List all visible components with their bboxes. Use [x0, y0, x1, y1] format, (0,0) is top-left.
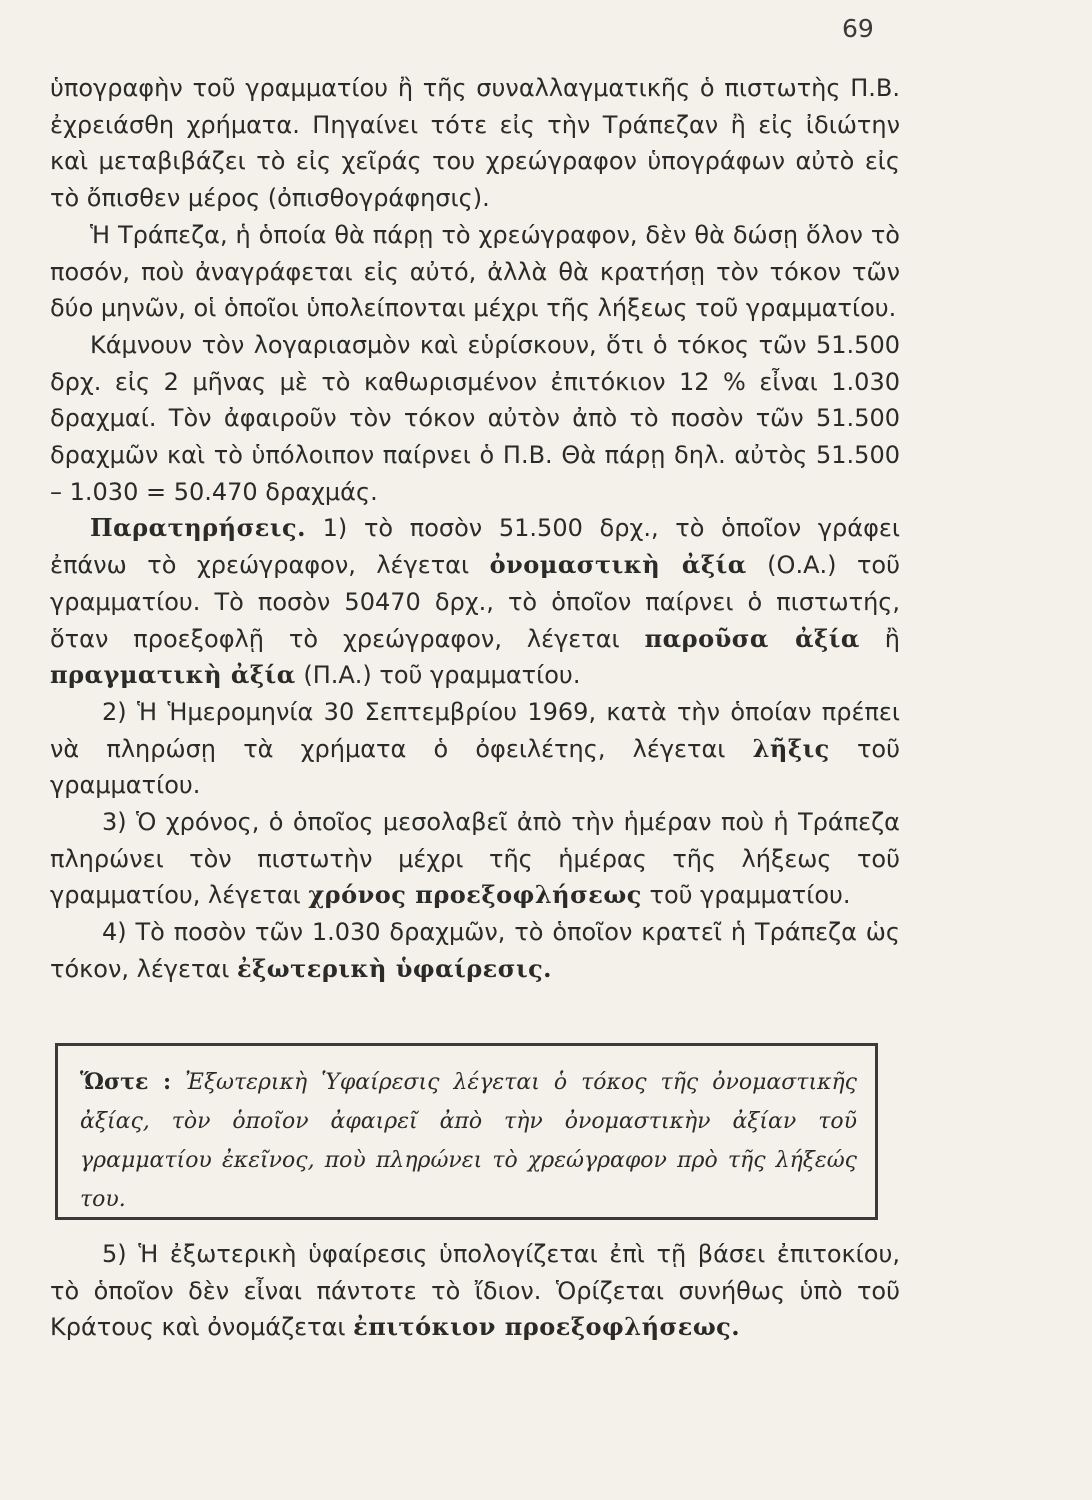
term-present-value: παροῦσα ἀξία: [644, 623, 860, 653]
page-number: 69: [842, 14, 874, 43]
remark-4: [50, 914, 900, 987]
remark-3: [50, 804, 900, 914]
term-maturity: λῆξις: [752, 733, 830, 763]
remark-1-text-a: 1) τὸ ποσὸν 51.500 δρχ., τὸ ὁποῖον γράφει ἐπάνω τὸ χρεώγραφον, λέγεται: [50, 514, 900, 580]
paragraph-calculation: Κάμνουν τὸν λογαριασμὸν καὶ εὑρίσκουν, ὅτι ὁ τόκος τῶν 51.500 δρχ. εἰς 2 μῆνας μὲ τὸ καθωρισμένον ἐπιτόκιον 12 % εἶναι 1.030 δραχμαί. Τὸν ἀφαιροῦν τὸν τόκον αὐτὸν ἀπὸ τὸ ποσὸν τῶν 51.500 δραχμῶν καὶ τὸ ὑπόλοιπον παίρνει ὁ Π.Β. Θὰ πάρῃ δηλ. αὐτὸς 51.500 – 1.030 = 50.470 δραχμάς.: [50, 330, 900, 506]
paragraph-endorsement: ὑπογραφὴν τοῦ γραμματίου ἢ τῆς συναλλαγματικῆς ὁ πιστωτὴς Π.Β. ἐχρειάσθη χρήματα. Πηγαίνει τότε εἰς τὴν Τράπεζαν ἢ εἰς ἰδιώτην καὶ μεταβιβάζει τὸ εἰς χεῖράς του χρεώγραφον ὑπογράφων αὐτὸ εἰς τὸ ὄπισθεν μέρος (ὀπισθογράφησις).: [50, 74, 900, 213]
final-text: [50, 1236, 900, 1346]
remarks-heading: Παρατηρήσεις.: [90, 513, 306, 543]
term-discount-rate: ἐπιτόκιον προεξοφλήσεως.: [353, 1312, 741, 1342]
remark-1: [50, 510, 900, 694]
paragraph-bank: Ἡ Τράπεζα, ἡ ὁποία θὰ πάρῃ τὸ χρεώγραφον, δὲν θὰ δώσῃ ὅλον τὸ ποσόν, ποὺ ἀναγράφεται εἰς αὐτό, ἀλλὰ θὰ κρατήσῃ τὸν τόκον τῶν δύο μηνῶν, οἱ ὁποῖοι ὑπολείπονται μέχρι τῆς λήξεως τοῦ γραμματίου.: [50, 220, 900, 323]
remark-5: [50, 1236, 900, 1346]
remark-2: [50, 694, 900, 804]
remark-3-text-b: τοῦ γραμματίου.: [641, 881, 851, 910]
term-real-value: πραγματικὴ ἀξία: [50, 660, 296, 690]
main-text: [50, 70, 900, 988]
remark-2-text-b: τοῦ γραμματίου.: [50, 734, 900, 800]
remark-1-text-b: (Ο.Α.) τοῦ γραμματίου. Τὸ ποσὸν 50470 δρχ., τὸ ὁποῖον παίρνει ὁ πιστωτής, ὅταν προεξοφλῇ τὸ χρεώγραφον, λέγεται: [50, 551, 900, 653]
remark-1-text-d: (Π.Α.) τοῦ γραμματίου.: [295, 661, 581, 690]
term-external-discount: ἐξωτερικὴ ὑφαίρεσις.: [237, 953, 553, 983]
remark-5-text: 5) Ἡ ἐξωτερικὴ ὑφαίρεσις ὑπολογίζεται ἐπὶ τῇ βάσει ἐπιτοκίου, τὸ ὁποῖον δὲν εἶναι πάντοτε τὸ ἴδιον. Ὁρίζεται συνήθως ὑπὸ τοῦ Κράτους καὶ ὀνομάζεται: [50, 1240, 900, 1342]
remark-1-text-c: ἢ: [859, 624, 900, 653]
remark-4-text-a: 4) Τὸ ποσὸν τῶν 1.030 δραχμῶν, τὸ ὁποῖον κρατεῖ ἡ Τράπεζα ὡς τόκον, λέγεται: [50, 918, 900, 983]
term-discount-period: χρόνος προεξοφλήσεως: [308, 880, 642, 910]
definition-box: [55, 1043, 878, 1220]
remark-2-text-a: 2) Ἡ Ἡμερομηνία 30 Σεπτεμβρίου 1969, κατὰ τὴν ὁποίαν πρέπει νὰ πληρώσῃ τὰ χρήματα ὁ ὀφειλέτης, λέγεται: [50, 697, 900, 763]
term-nominal-value: ὀνομαστικὴ ἀξία: [489, 550, 747, 580]
remark-3-text-a: 3) Ὁ χρόνος, ὁ ὁποῖος μεσολαβεῖ ἀπὸ τὴν ἡμέραν ποὺ ἡ Τράπεζα πληρώνει τὸν πιστωτὴν μέχρι τῆς ἡμέρας τῆς λήξεως τοῦ γραμματίου, λέγεται: [50, 808, 900, 910]
definition-text: Ἐξωτερικὴ Ὑφαίρεσις λέγεται ὁ τόκος τῆς ὀνομαστικῆς ἀξίας, τὸν ὁποῖον ἀφαιρεῖ ἀπὸ τὴν ὀνομαστικὴν ἀξίαν τοῦ γραμματίου ἐκεῖνος, ποὺ πληρώνει τὸ χρεώγραφον πρὸ τῆς λήξεώς του.: [80, 1070, 858, 1212]
definition-lead: Ὥστε :: [80, 1069, 172, 1095]
